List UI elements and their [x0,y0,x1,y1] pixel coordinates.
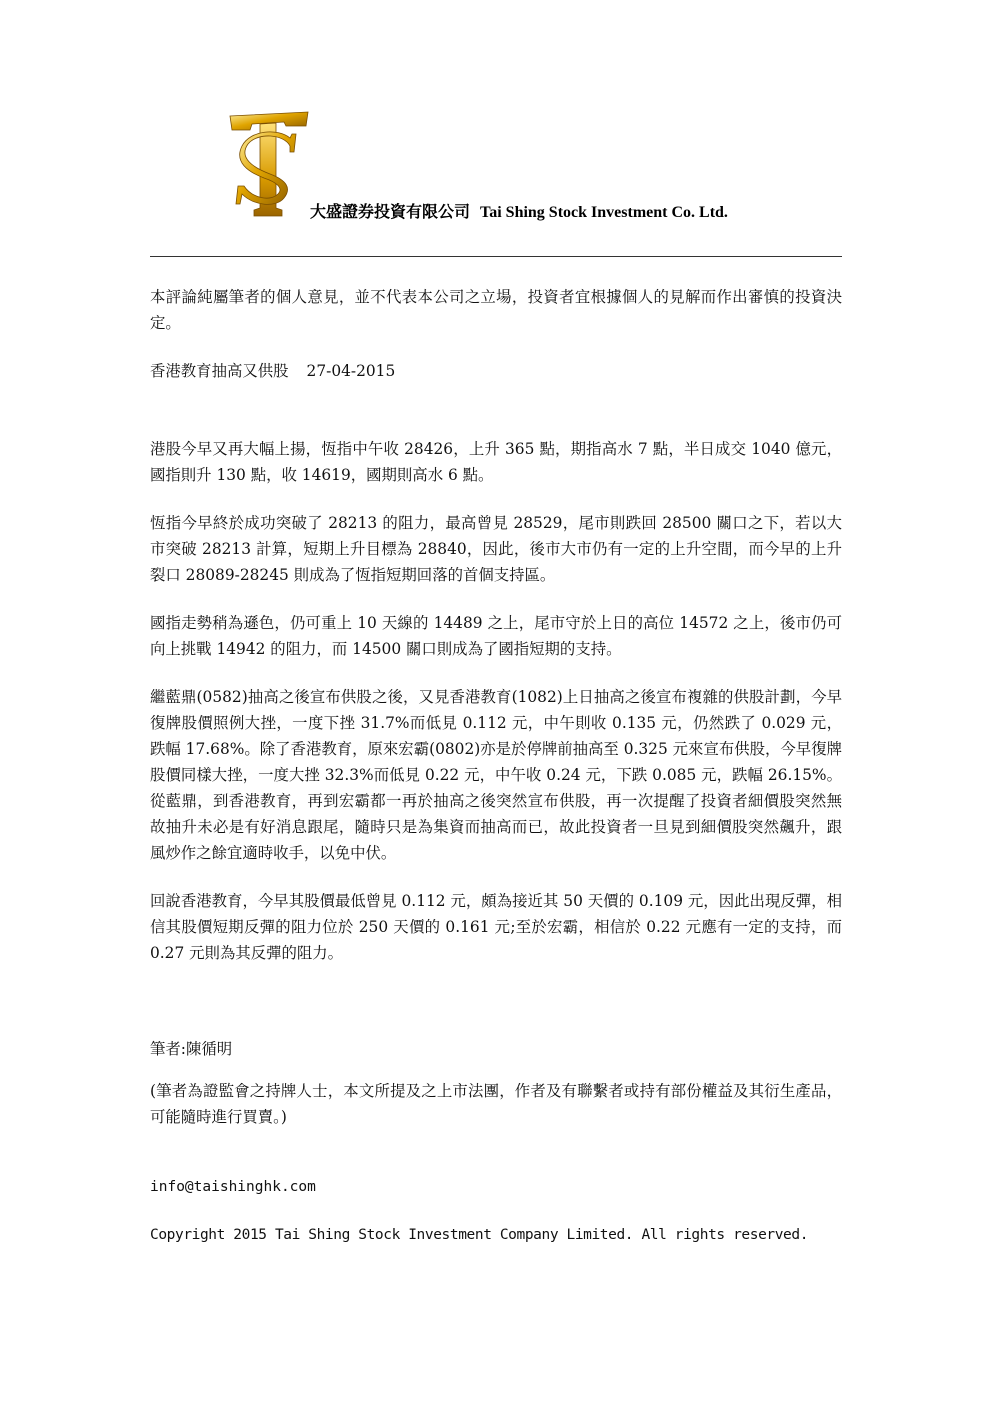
author: 筆者:陳循明 [150,1040,233,1058]
article-date: 27-04-2015 [306,362,396,380]
paragraph-1: 港股今早又再大幅上揚，恆指中午收 28426，上升 365 點，期指高水 7 點，半日成交 1040 億元，國指則升 130 點，收 14619，國期則高水 6 點。 [150,440,842,484]
paragraph-2: 恆指今早終於成功突破了 28213 的阻力，最高曾見 28529，尾市則跌回 28500 關口之下，若以大市突破 28213 計算，短期上升目標為 28840，因此，後市大市仍有一定的上升空間，而今早的上升裂口 28089-28245 則成為了恆指短期回落的首個支持區。 [150,514,842,584]
copyright: Copyright 2015 Tai Shing Stock Investment Company Limited. All rights reserved. [150,1227,809,1243]
article-title-line [150,358,842,384]
company-logo [226,108,312,220]
author-note: (筆者為證監會之持牌人士，本文所提及之上市法團，作者及有聯繫者或持有部份權益及其衍生產品，可能隨時進行買賣。) [150,1082,842,1126]
header-divider [150,256,842,257]
company-name-zh: 大盛證券投資有限公司 [310,204,471,221]
article-title: 香港教育抽高又供股 [150,362,289,380]
company-name [310,199,728,222]
paragraph-4: 繼藍鼎(0582)抽高之後宣布供股之後，又見香港教育(1082)上日抽高之後宣布複雜的供股計劃，今早復牌股價照例大挫，一度下挫 31.7%而低見 0.112 元，中午則收 0.135 元，仍然跌了 0.029 元，跌幅 17.68%。除了香港教育，原來宏霸(0802)亦是於停牌前抽高至 0.325 元來宣布供股，今早復牌股價同樣大挫，一度大挫 32.3%而低見 0.22 元，中午收 0.24 元，下跌 0.085 元，跌幅 26.15%。從藍鼎，到香港教育，再到宏霸都一再於抽高之後突然宣布供股，再一次提醒了投資者細價股突然無故抽升未必是有好消息跟尾，隨時只是為集資而抽高而已，故此投資者一旦見到細價股突然飆升，跟風炒作之餘宜適時收手，以免中伏。 [150,688,842,862]
article-body [150,284,842,1248]
company-name-en: Tai Shing Stock Investment Co. Ltd. [480,204,728,221]
paragraph-5: 回說香港教育，今早其股價最低曾見 0.112 元，頗為接近其 50 天價的 0.109 元，因此出現反彈，相信其股價短期反彈的阻力位於 250 天價的 0.161 元;至於宏霸，相信於 0.22 元應有一定的支持，而 0.27 元則為其反彈的阻力。 [150,892,842,962]
paragraph-3: 國指走勢稍為遜色，仍可重上 10 天線的 14489 之上，尾市守於上日的高位 14572 之上，後市仍可向上挑戰 14942 的阻力，而 14500 關口則成為了國指短期的支持。 [150,614,842,658]
contact-email[interactable]: info@taishinghk.com [150,1179,316,1195]
disclaimer: 本評論純屬筆者的個人意見，並不代表本公司之立場，投資者宜根據個人的見解而作出審慎的投資決定。 [150,288,842,332]
